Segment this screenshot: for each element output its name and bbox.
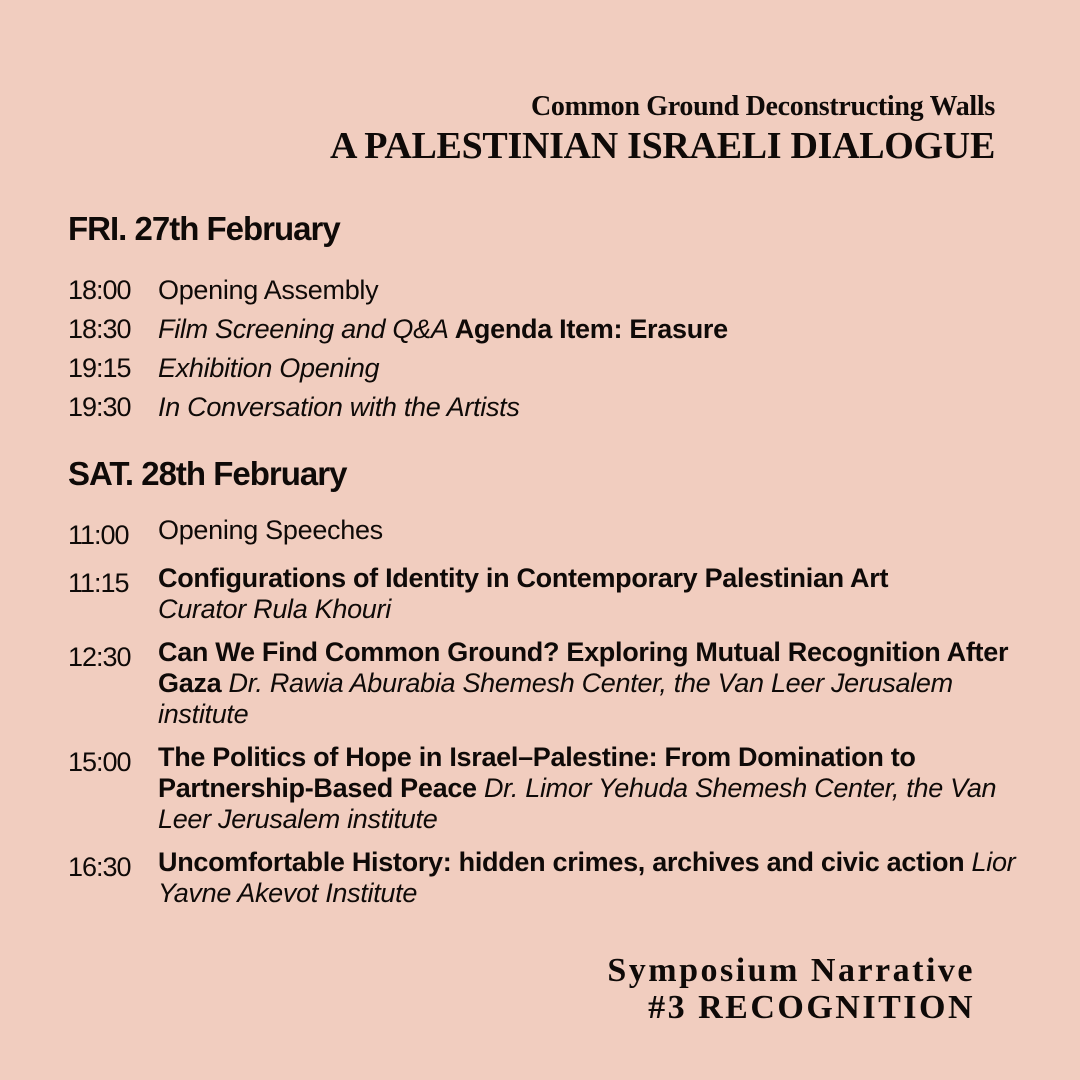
item-time: 18:00 (68, 275, 131, 305)
item-time: 11:00 (68, 520, 129, 550)
talk-speaker: Curator Rula Khouri (158, 594, 391, 624)
schedule-item (68, 515, 1028, 551)
item-title: Opening Assembly (158, 275, 379, 305)
item-title: In Conversation with the Artists (158, 392, 520, 422)
event-subtitle: Common Ground Deconstructing Walls (530, 91, 995, 122)
item-title: Exhibition Opening (158, 353, 380, 383)
item-time: 12:30 (68, 642, 131, 672)
schedule-item (68, 742, 1028, 835)
item-time: 19:15 (68, 353, 131, 383)
item-time: 16:30 (68, 852, 131, 882)
talk-speaker: Dr. Rawia Aburabia Shemesh Center, the Van Leer Jerusalem institute (158, 668, 953, 729)
schedule-item (68, 275, 1028, 314)
item-time: 18:30 (68, 314, 131, 344)
friday-schedule (68, 275, 1028, 431)
item-time: 11:15 (68, 568, 129, 598)
symposium-name: Symposium Narrative (607, 952, 975, 989)
talk-speaker: Lior Yavne Akevot Institute (158, 847, 1016, 908)
item-subtitle: Agenda Item: Erasure (454, 314, 728, 344)
schedule-item (68, 314, 1028, 353)
schedule-item (68, 353, 1028, 392)
talk-title: Uncomfortable History: hidden crimes, archives and civic action (158, 847, 965, 877)
item-time: 19:30 (68, 392, 131, 422)
item-title: Opening Speeches (158, 515, 383, 545)
saturday-schedule (68, 515, 1028, 921)
schedule-item (68, 563, 1028, 625)
talk-title: Can We Find Common Ground? Exploring Mutual Recognition After Gaza (158, 637, 1009, 698)
talk-title: The Politics of Hope in Israel–Palestine: From Domination to Partnership-Based Peace (158, 742, 916, 803)
event-header (330, 90, 995, 168)
symposium-footer (607, 952, 975, 1026)
event-title: A PALESTINIAN ISRAELI DIALOGUE (330, 125, 995, 167)
schedule-item (68, 637, 1028, 730)
schedule-item (68, 392, 1028, 431)
talk-title: Configurations of Identity in Contemporary Palestinian Art (158, 563, 889, 593)
day-heading-saturday: SAT. 28th February (68, 455, 347, 492)
talk-speaker: Dr. Limor Yehuda Shemesh Center, the Van Leer Jerusalem institute (158, 773, 997, 834)
item-title: Film Screening and Q&A (158, 314, 455, 344)
symposium-number: #3 RECOGNITION (648, 989, 975, 1026)
item-time: 15:00 (68, 747, 131, 777)
day-heading-friday: FRI. 27th February (68, 210, 340, 247)
schedule-item (68, 847, 1028, 909)
